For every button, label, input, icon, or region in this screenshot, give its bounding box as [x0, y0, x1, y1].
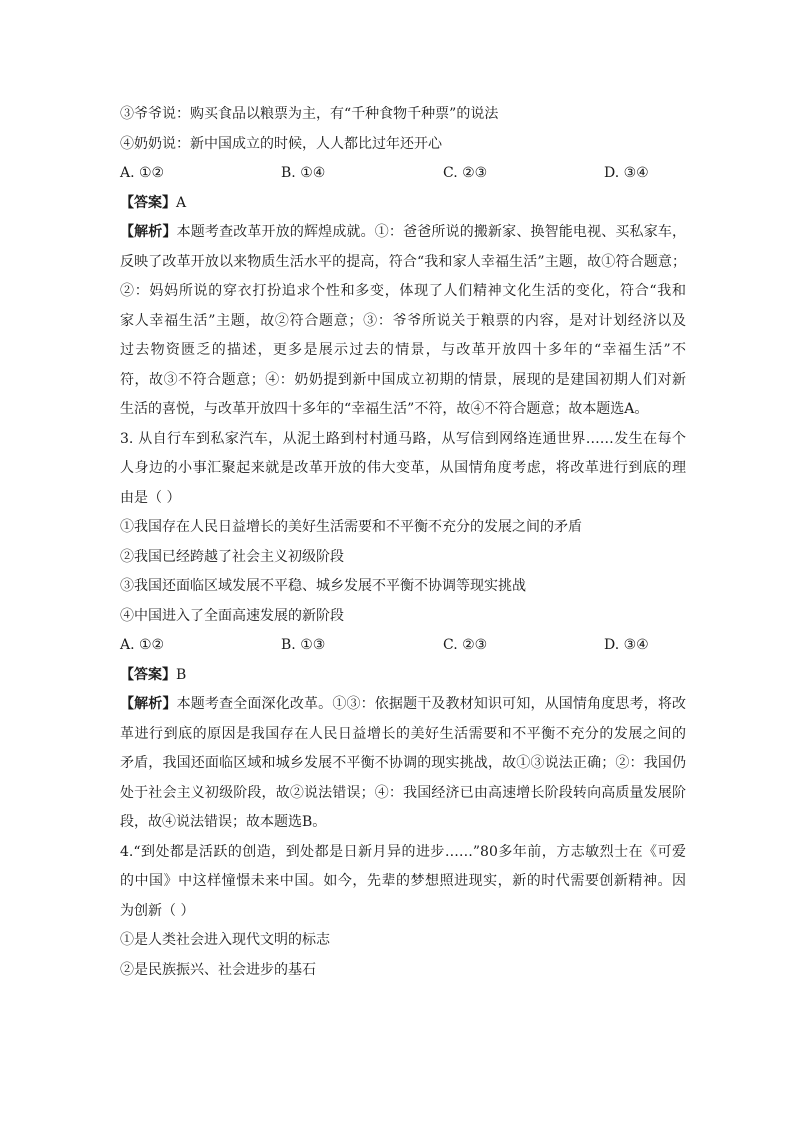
- q2-analysis-line-2: 反映了改革开放以来物质生活水平的提高，符合“我和家人幸福生活”主题，故①符合题意；: [120, 253, 686, 270]
- q3-option-c: C. ②③: [443, 637, 488, 653]
- q2-option-c: C. ②③: [443, 165, 488, 181]
- q3-item-3: ③我国还面临区域发展不平稳、城乡发展不平衡不协调等现实挑战: [120, 578, 526, 594]
- analysis-tag: 【解析】: [120, 224, 177, 240]
- q3-analysis-line-5: 段，故④说法错误；故本题选B。: [120, 814, 327, 830]
- q2-item-4: ④奶奶说：新中国成立的时候，人人都比过年还开心: [120, 135, 442, 152]
- q3-item-2: ②我国已经跨越了社会主义初级阶段: [120, 548, 344, 565]
- q2-analysis-line-4: 家人幸福生活”主题，故②符合题意；③：爷爷所说关于粮票的内容，是对计划经济以及: [120, 312, 686, 329]
- q4-item-1: ①是人类社会进入现代文明的标志: [120, 932, 330, 948]
- q3-answer: [120, 661, 686, 691]
- q2-option-a: A. ①②: [120, 165, 165, 181]
- q3-analysis-line-3: 矛盾，我国还面临区域和城乡发展不平衡不协调的现实挑战，故①③说法正确；②：我国仍: [120, 755, 686, 771]
- q2-answer: [120, 189, 686, 219]
- q2-analysis-line-1: 【解析】本题考查改革开放的辉煌成就。①：爸爸所说的搬新家、换智能电视、买私家车，: [120, 224, 686, 240]
- q4-item-2: ②是民族振兴、社会进步的基石: [120, 961, 316, 978]
- q3-stem-line-1: 3. 从自行车到私家汽车，从泥土路到村村通马路，从写信到网络连通世界……发生在每个: [120, 430, 686, 447]
- q3-analysis-line-2: 革进行到底的原因是我国存在人民日益增长的美好生活需要和不平衡不充分的发展之间的: [120, 725, 686, 742]
- q3-item-1: ①我国存在人民日益增长的美好生活需要和不平衡不充分的发展之间的矛盾: [120, 519, 582, 535]
- content-column: [120, 100, 686, 985]
- q4-stem-line-1: 4.“到处都是活跃的创造，到处都是日新月异的进步……”80多年前，方志敏烈士在《可爱: [120, 843, 686, 860]
- analysis-tag: 【解析】: [120, 696, 177, 712]
- q3-options: [120, 631, 686, 661]
- q3-option-d: D. ③④: [604, 637, 649, 653]
- q3-option-b: B. ①③: [281, 637, 326, 653]
- q3-analysis-line-4: 处于社会主义初级阶段，故②说法错误；④：我国经济已由高速增长阶段转向高质量发展阶: [120, 784, 686, 801]
- q2-analysis-line-3: ②：妈妈所说的穿衣打扮追求个性和多变，体现了人们精神文化生活的变化，符合“我和: [120, 283, 686, 299]
- answer-tag: 【答案】: [120, 666, 176, 683]
- answer-value: B: [176, 666, 187, 683]
- q2-option-b: B. ①④: [281, 165, 326, 181]
- q3-analysis-line-1: 【解析】本题考查全面深化改革。①③：依据题干及教材知识可知，从国情角度思考，将改: [120, 696, 686, 712]
- q2-item-3: ③爷爷说：购买食品以粮票为主，有“千种食物千种票”的说法: [120, 106, 499, 122]
- q3-stem-line-2: 人身边的小事汇聚起来就是改革开放的伟大变革，从国情角度考虑，将改革进行到底的理: [120, 460, 686, 476]
- q4-stem-line-2: 的中国》中这样憧憬未来中国。如今，先辈的梦想照进现实，新的时代需要创新精神。因: [120, 873, 686, 889]
- q3-option-a: A. ①②: [120, 637, 165, 653]
- q3-item-4: ④中国进入了全面高速发展的新阶段: [120, 607, 344, 624]
- q2-analysis-line-5: 过去物资匮乏的描述，更多是展示过去的情景，与改革开放四十多年的“幸福生活”不: [120, 342, 686, 358]
- q2-option-d: D. ③④: [604, 165, 649, 181]
- answer-tag: 【答案】: [120, 194, 176, 211]
- q2-options: [120, 159, 686, 189]
- answer-value: A: [176, 194, 187, 211]
- q2-analysis-line-7: 生活的喜悦，与改革开放四十多年的“幸福生活”不符，故④不符合题意；故本题选A。: [120, 401, 649, 417]
- q3-stem-line-3: 由是（ ）: [120, 489, 181, 506]
- q2-analysis-line-6: 符，故③不符合题意；④：奶奶提到新中国成立初期的情景，展现的是建国初期人们对新: [120, 371, 686, 388]
- q4-stem-line-3: 为创新（ ）: [120, 902, 195, 919]
